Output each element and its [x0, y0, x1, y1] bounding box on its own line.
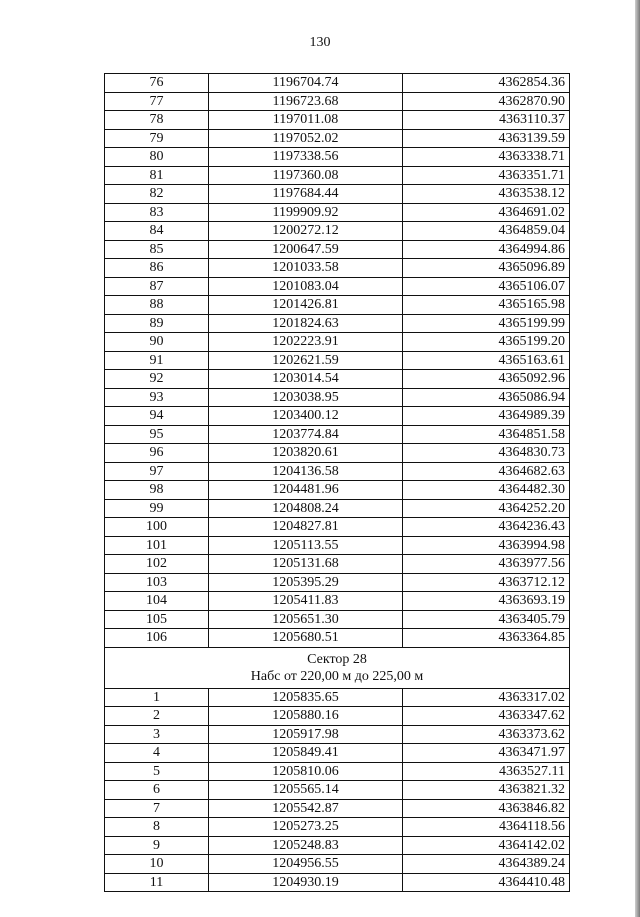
table-row: [105, 314, 570, 333]
sector-subtitle: Набс от 220,00 м до 225,00 м: [250, 668, 424, 684]
x-coordinate-cell: 1197052.02: [209, 129, 403, 148]
y-coordinate-cell: 4363471.97: [403, 744, 570, 763]
y-coordinate-cell: 4363538.12: [403, 185, 570, 204]
x-coordinate-cell: 1204136.58: [209, 462, 403, 481]
table-row: [105, 499, 570, 518]
x-coordinate-cell: 1201426.81: [209, 296, 403, 315]
table-row: [105, 185, 570, 204]
point-number-cell: 99: [105, 499, 209, 518]
table-row: [105, 444, 570, 463]
point-number-cell: 94: [105, 407, 209, 426]
x-coordinate-cell: 1205835.65: [209, 688, 403, 707]
point-number-cell: 79: [105, 129, 209, 148]
point-number-cell: 97: [105, 462, 209, 481]
table-body-before-sector: [105, 74, 570, 648]
table-row: [105, 74, 570, 93]
x-coordinate-cell: 1197360.08: [209, 166, 403, 185]
point-number-cell: 1: [105, 688, 209, 707]
sector-title: Сектор 28: [307, 651, 367, 667]
y-coordinate-cell: 4363347.62: [403, 707, 570, 726]
y-coordinate-cell: 4364691.02: [403, 203, 570, 222]
table-row: [105, 555, 570, 574]
x-coordinate-cell: 1204930.19: [209, 873, 403, 892]
table-row: [105, 148, 570, 167]
x-coordinate-cell: 1197011.08: [209, 111, 403, 130]
x-coordinate-cell: 1199909.92: [209, 203, 403, 222]
point-number-cell: 101: [105, 536, 209, 555]
point-number-cell: 87: [105, 277, 209, 296]
table-row: [105, 388, 570, 407]
x-coordinate-cell: 1205849.41: [209, 744, 403, 763]
point-number-cell: 78: [105, 111, 209, 130]
x-coordinate-cell: 1200647.59: [209, 240, 403, 259]
point-number-cell: 10: [105, 855, 209, 874]
point-number-cell: 92: [105, 370, 209, 389]
y-coordinate-cell: 4364410.48: [403, 873, 570, 892]
x-coordinate-cell: 1196723.68: [209, 92, 403, 111]
y-coordinate-cell: 4362854.36: [403, 74, 570, 93]
y-coordinate-cell: 4364236.43: [403, 518, 570, 537]
y-coordinate-cell: 4364989.39: [403, 407, 570, 426]
point-number-cell: 96: [105, 444, 209, 463]
x-coordinate-cell: 1205131.68: [209, 555, 403, 574]
x-coordinate-cell: 1197684.44: [209, 185, 403, 204]
point-number-cell: 106: [105, 629, 209, 648]
x-coordinate-cell: 1202223.91: [209, 333, 403, 352]
table-row: [105, 481, 570, 500]
y-coordinate-cell: 4363317.02: [403, 688, 570, 707]
y-coordinate-cell: 4364682.63: [403, 462, 570, 481]
table-row: [105, 836, 570, 855]
y-coordinate-cell: 4364851.58: [403, 425, 570, 444]
y-coordinate-cell: 4363338.71: [403, 148, 570, 167]
point-number-cell: 2: [105, 707, 209, 726]
x-coordinate-cell: 1205565.14: [209, 781, 403, 800]
x-coordinate-cell: 1205273.25: [209, 818, 403, 837]
table-row: [105, 725, 570, 744]
point-number-cell: 104: [105, 592, 209, 611]
table-row: [105, 92, 570, 111]
y-coordinate-cell: 4364389.24: [403, 855, 570, 874]
table-row: [105, 222, 570, 241]
page-number: 130: [309, 35, 331, 50]
table-row: [105, 462, 570, 481]
y-coordinate-cell: 4365106.07: [403, 277, 570, 296]
table-row: [105, 111, 570, 130]
x-coordinate-cell: 1196704.74: [209, 74, 403, 93]
y-coordinate-cell: 4365096.89: [403, 259, 570, 278]
x-coordinate-cell: 1204956.55: [209, 855, 403, 874]
y-coordinate-cell: 4363110.37: [403, 111, 570, 130]
point-number-cell: 82: [105, 185, 209, 204]
y-coordinate-cell: 4365165.98: [403, 296, 570, 315]
point-number-cell: 100: [105, 518, 209, 537]
x-coordinate-cell: 1204827.81: [209, 518, 403, 537]
table-row: [105, 536, 570, 555]
point-number-cell: 86: [105, 259, 209, 278]
point-number-cell: 6: [105, 781, 209, 800]
point-number-cell: 90: [105, 333, 209, 352]
y-coordinate-cell: 4362870.90: [403, 92, 570, 111]
y-coordinate-cell: 4363821.32: [403, 781, 570, 800]
table-row: [105, 818, 570, 837]
x-coordinate-cell: 1204481.96: [209, 481, 403, 500]
table-row: [105, 799, 570, 818]
y-coordinate-cell: 4364859.04: [403, 222, 570, 241]
x-coordinate-cell: 1203038.95: [209, 388, 403, 407]
y-coordinate-cell: 4365092.96: [403, 370, 570, 389]
point-number-cell: 84: [105, 222, 209, 241]
point-number-cell: 95: [105, 425, 209, 444]
point-number-cell: 91: [105, 351, 209, 370]
table-row: [105, 855, 570, 874]
x-coordinate-cell: 1203400.12: [209, 407, 403, 426]
y-coordinate-cell: 4363364.85: [403, 629, 570, 648]
point-number-cell: 93: [105, 388, 209, 407]
y-coordinate-cell: 4365163.61: [403, 351, 570, 370]
x-coordinate-cell: 1205651.30: [209, 610, 403, 629]
point-number-cell: 11: [105, 873, 209, 892]
table-row: [105, 203, 570, 222]
y-coordinate-cell: 4363977.56: [403, 555, 570, 574]
point-number-cell: 85: [105, 240, 209, 259]
table-row: [105, 351, 570, 370]
sector-header-cell: [105, 647, 570, 688]
point-number-cell: 103: [105, 573, 209, 592]
y-coordinate-cell: 4363139.59: [403, 129, 570, 148]
point-number-cell: 77: [105, 92, 209, 111]
y-coordinate-cell: 4363405.79: [403, 610, 570, 629]
y-coordinate-cell: 4363351.71: [403, 166, 570, 185]
table-row: [105, 370, 570, 389]
table-row: [105, 629, 570, 648]
point-number-cell: 98: [105, 481, 209, 500]
table-row: [105, 407, 570, 426]
x-coordinate-cell: 1205680.51: [209, 629, 403, 648]
table-row: [105, 873, 570, 892]
point-number-cell: 8: [105, 818, 209, 837]
x-coordinate-cell: 1205880.16: [209, 707, 403, 726]
table-row: [105, 592, 570, 611]
point-number-cell: 80: [105, 148, 209, 167]
table-row: [105, 762, 570, 781]
point-number-cell: 3: [105, 725, 209, 744]
y-coordinate-cell: 4364118.56: [403, 818, 570, 837]
y-coordinate-cell: 4363527.11: [403, 762, 570, 781]
point-number-cell: 88: [105, 296, 209, 315]
x-coordinate-cell: 1205395.29: [209, 573, 403, 592]
x-coordinate-cell: 1205542.87: [209, 799, 403, 818]
y-coordinate-cell: 4364252.20: [403, 499, 570, 518]
x-coordinate-cell: 1200272.12: [209, 222, 403, 241]
page-edge-shadow: [635, 0, 640, 917]
sector-header-body: [105, 647, 570, 688]
point-number-cell: 102: [105, 555, 209, 574]
x-coordinate-cell: 1203820.61: [209, 444, 403, 463]
y-coordinate-cell: 4364830.73: [403, 444, 570, 463]
point-number-cell: 4: [105, 744, 209, 763]
x-coordinate-cell: 1205248.83: [209, 836, 403, 855]
x-coordinate-cell: 1197338.56: [209, 148, 403, 167]
y-coordinate-cell: 4364142.02: [403, 836, 570, 855]
table-row: [105, 277, 570, 296]
point-number-cell: 5: [105, 762, 209, 781]
point-number-cell: 7: [105, 799, 209, 818]
table-row: [105, 744, 570, 763]
x-coordinate-cell: 1201083.04: [209, 277, 403, 296]
point-number-cell: 105: [105, 610, 209, 629]
table-row: [105, 240, 570, 259]
y-coordinate-cell: 4364482.30: [403, 481, 570, 500]
y-coordinate-cell: 4365199.99: [403, 314, 570, 333]
x-coordinate-cell: 1204808.24: [209, 499, 403, 518]
x-coordinate-cell: 1205411.83: [209, 592, 403, 611]
x-coordinate-cell: 1205113.55: [209, 536, 403, 555]
table-row: [105, 707, 570, 726]
table-body-after-sector: [105, 688, 570, 892]
y-coordinate-cell: 4363373.62: [403, 725, 570, 744]
y-coordinate-cell: 4364994.86: [403, 240, 570, 259]
table-row: [105, 296, 570, 315]
x-coordinate-cell: 1203014.54: [209, 370, 403, 389]
point-number-cell: 76: [105, 74, 209, 93]
y-coordinate-cell: 4365199.20: [403, 333, 570, 352]
y-coordinate-cell: 4363846.82: [403, 799, 570, 818]
x-coordinate-cell: 1205810.06: [209, 762, 403, 781]
table-row: [105, 259, 570, 278]
sector-header-row: [105, 647, 570, 688]
table-row: [105, 688, 570, 707]
x-coordinate-cell: 1201824.63: [209, 314, 403, 333]
y-coordinate-cell: 4363994.98: [403, 536, 570, 555]
point-number-cell: 9: [105, 836, 209, 855]
table-row: [105, 610, 570, 629]
coordinates-table: [104, 73, 570, 892]
table-row: [105, 129, 570, 148]
x-coordinate-cell: 1205917.98: [209, 725, 403, 744]
point-number-cell: 81: [105, 166, 209, 185]
y-coordinate-cell: 4365086.94: [403, 388, 570, 407]
point-number-cell: 89: [105, 314, 209, 333]
table-row: [105, 518, 570, 537]
y-coordinate-cell: 4363712.12: [403, 573, 570, 592]
x-coordinate-cell: 1201033.58: [209, 259, 403, 278]
y-coordinate-cell: 4363693.19: [403, 592, 570, 611]
point-number-cell: 83: [105, 203, 209, 222]
x-coordinate-cell: 1202621.59: [209, 351, 403, 370]
table-row: [105, 781, 570, 800]
table-row: [105, 333, 570, 352]
x-coordinate-cell: 1203774.84: [209, 425, 403, 444]
table-row: [105, 425, 570, 444]
table-row: [105, 166, 570, 185]
table-row: [105, 573, 570, 592]
